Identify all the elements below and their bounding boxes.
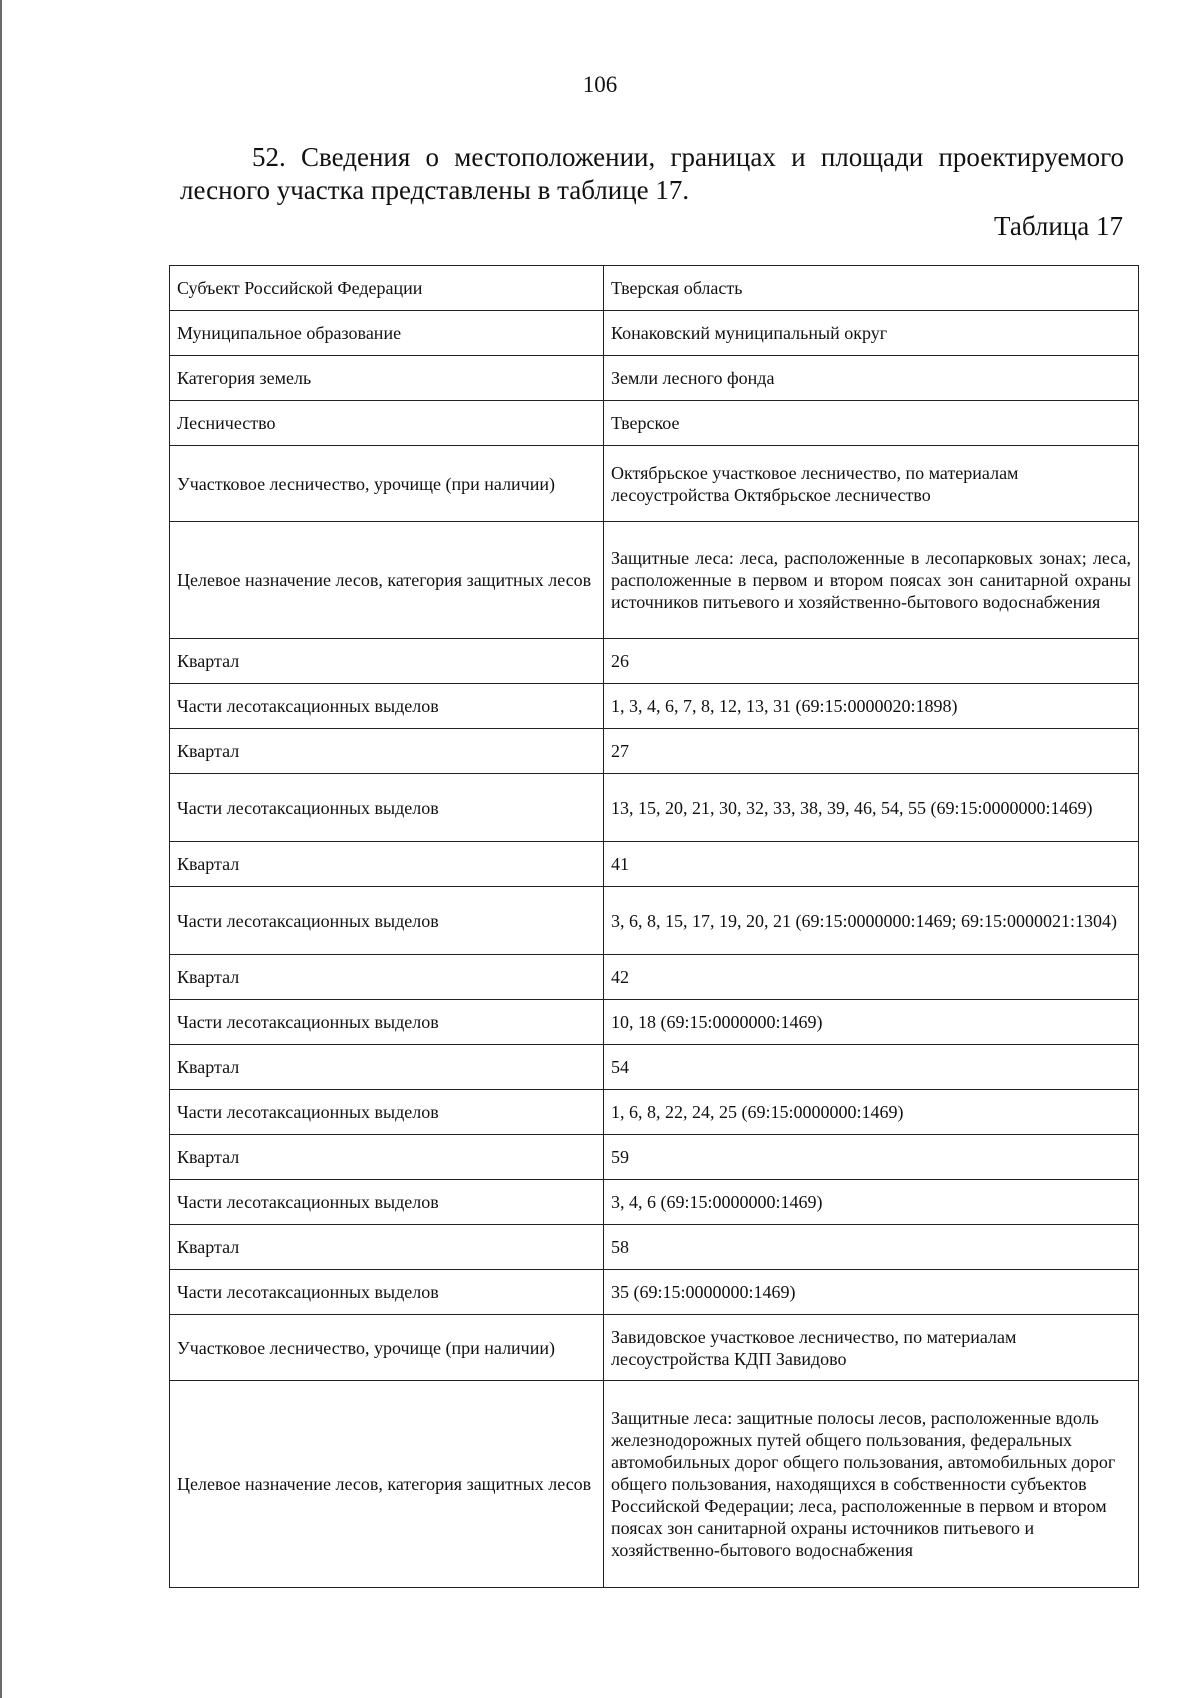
table-row bbox=[170, 266, 1139, 311]
row-label-cell: Части лесотаксационных выделов bbox=[170, 887, 604, 955]
table-row bbox=[170, 446, 1139, 522]
row-label-cell: Части лесотаксационных выделов bbox=[170, 1090, 604, 1135]
row-value-cell: Земли лесного фонда bbox=[604, 356, 1139, 401]
row-value-cell: 58 bbox=[604, 1225, 1139, 1270]
page-number: 106 bbox=[582, 72, 618, 97]
row-value-cell: 59 bbox=[604, 1135, 1139, 1180]
table-row bbox=[170, 401, 1139, 446]
row-label-cell: Части лесотаксационных выделов bbox=[170, 1270, 604, 1315]
row-label-cell: Части лесотаксационных выделов bbox=[170, 1000, 604, 1045]
row-label-cell: Лесничество bbox=[170, 401, 604, 446]
table-row bbox=[170, 1270, 1139, 1315]
table-row bbox=[170, 1225, 1139, 1270]
row-label-cell: Категория земель bbox=[170, 356, 604, 401]
row-value-cell: Защитные леса: леса, расположенные в лесопарковых зонах; леса, расположенные в первом и втором поясах зон санитарной охраны источников питьевого и хозяйственно-бытового водоснабжения bbox=[604, 522, 1139, 639]
row-value-cell: 3, 6, 8, 15, 17, 19, 20, 21 (69:15:0000000:1469; 69:15:0000021:1304) bbox=[604, 887, 1139, 955]
table-row bbox=[170, 955, 1139, 1000]
intro-paragraph: 52. Сведения о местоположении, границах и площади проектируемого лесного участка представлены в таблице 17. bbox=[180, 142, 1124, 205]
row-label-cell: Участковое лесничество, урочище (при наличии) bbox=[170, 1315, 604, 1381]
table-row bbox=[170, 1045, 1139, 1090]
row-value-cell: Защитные леса: защитные полосы лесов, расположенные вдоль железнодорожных путей общего пользования, федеральных автомобильных дорог общего пользования, автомобильных дорог общего пользования, находящихся в собственности субъектов Российской Федерации; леса, расположенные в первом и втором поясах зон санитарной охраны источников питьевого и хозяйственно-бытового водоснабжения bbox=[604, 1381, 1139, 1588]
row-label-cell: Части лесотаксационных выделов bbox=[170, 1180, 604, 1225]
table-row bbox=[170, 522, 1139, 639]
table-row bbox=[170, 887, 1139, 955]
table-row bbox=[170, 1315, 1139, 1381]
table-row bbox=[170, 1000, 1139, 1045]
table-row bbox=[170, 684, 1139, 729]
row-value-cell: 10, 18 (69:15:0000000:1469) bbox=[604, 1000, 1139, 1045]
table-body bbox=[170, 266, 1139, 1588]
table-row bbox=[170, 1135, 1139, 1180]
row-label-cell: Квартал bbox=[170, 1135, 604, 1180]
table-row bbox=[170, 1180, 1139, 1225]
row-value-cell: Тверская область bbox=[604, 266, 1139, 311]
row-value-cell: Октябрьское участковое лесничество, по материалам лесоустройства Октябрьское лесничество bbox=[604, 446, 1139, 522]
row-label-cell: Квартал bbox=[170, 1225, 604, 1270]
table-row bbox=[170, 356, 1139, 401]
row-label-cell: Части лесотаксационных выделов bbox=[170, 774, 604, 842]
table-row bbox=[170, 311, 1139, 356]
row-value-cell: 27 bbox=[604, 729, 1139, 774]
row-value-cell: 1, 3, 4, 6, 7, 8, 12, 13, 31 (69:15:0000020:1898) bbox=[604, 684, 1139, 729]
page-left-edge bbox=[0, 0, 2, 1698]
table-row bbox=[170, 842, 1139, 887]
table-row bbox=[170, 774, 1139, 842]
row-label-cell: Квартал bbox=[170, 729, 604, 774]
row-label-cell: Квартал bbox=[170, 639, 604, 684]
row-label-cell: Целевое назначение лесов, категория защитных лесов bbox=[170, 1381, 604, 1588]
table-row bbox=[170, 1381, 1139, 1588]
row-value-cell: 35 (69:15:0000000:1469) bbox=[604, 1270, 1139, 1315]
row-value-cell: 3, 4, 6 (69:15:0000000:1469) bbox=[604, 1180, 1139, 1225]
row-label-cell: Участковое лесничество, урочище (при наличии) bbox=[170, 446, 604, 522]
row-value-cell: 41 bbox=[604, 842, 1139, 887]
row-value-cell: Конаковский муниципальный округ bbox=[604, 311, 1139, 356]
row-label-cell: Субъект Российской Федерации bbox=[170, 266, 604, 311]
table-row bbox=[170, 1090, 1139, 1135]
table-caption: Таблица 17 bbox=[994, 211, 1123, 241]
row-value-cell: 54 bbox=[604, 1045, 1139, 1090]
row-value-cell: 42 bbox=[604, 955, 1139, 1000]
row-label-cell: Квартал bbox=[170, 842, 604, 887]
row-value-cell: Завидовское участковое лесничество, по материалам лесоустройства КДП Завидово bbox=[604, 1315, 1139, 1381]
row-label-cell: Части лесотаксационных выделов bbox=[170, 684, 604, 729]
row-label-cell: Квартал bbox=[170, 955, 604, 1000]
table-row bbox=[170, 729, 1139, 774]
table-row bbox=[170, 639, 1139, 684]
forest-plot-table bbox=[169, 265, 1139, 1588]
row-value-cell: 13, 15, 20, 21, 30, 32, 33, 38, 39, 46, 54, 55 (69:15:0000000:1469) bbox=[604, 774, 1139, 842]
row-label-cell: Муниципальное образование bbox=[170, 311, 604, 356]
row-value-cell: 1, 6, 8, 22, 24, 25 (69:15:0000000:1469) bbox=[604, 1090, 1139, 1135]
row-label-cell: Целевое назначение лесов, категория защитных лесов bbox=[170, 522, 604, 639]
row-label-cell: Квартал bbox=[170, 1045, 604, 1090]
row-value-cell: Тверское bbox=[604, 401, 1139, 446]
row-value-cell: 26 bbox=[604, 639, 1139, 684]
